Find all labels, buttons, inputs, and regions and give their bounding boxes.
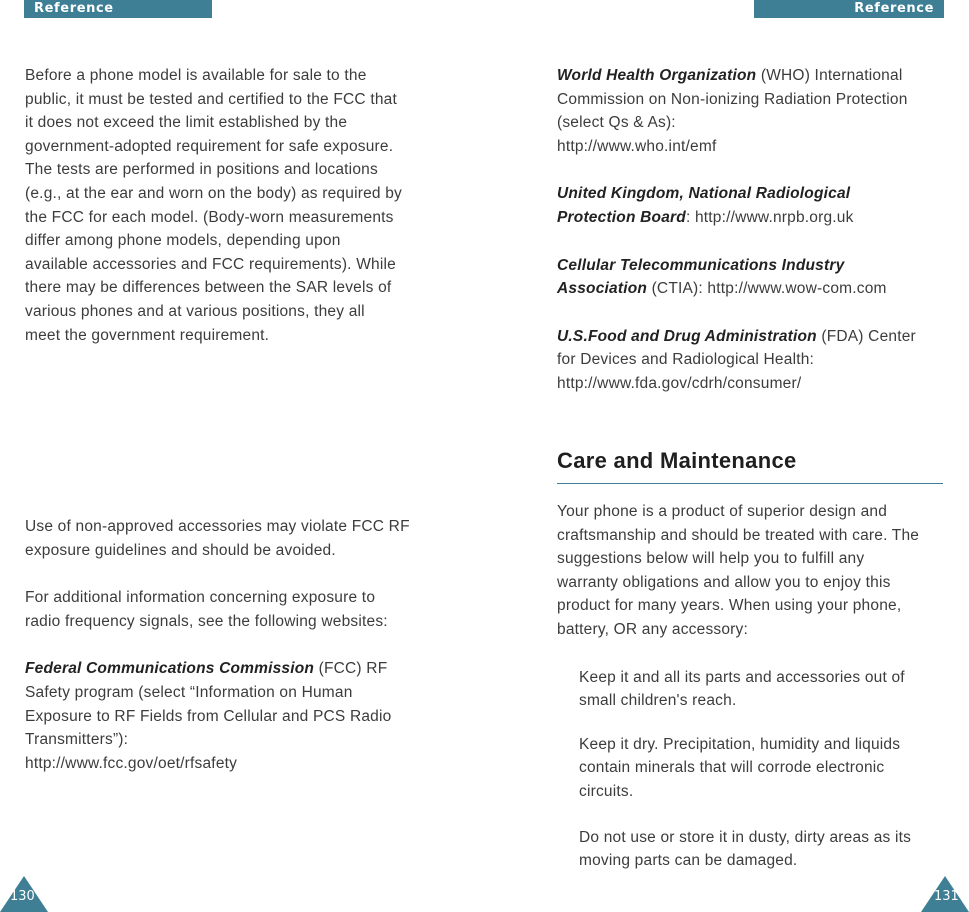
text-line: battery, OR any accessory: <box>557 620 748 638</box>
fcc-link[interactable]: http://www.fcc.gov/oet/rfsafety <box>25 754 238 772</box>
text-line: Your phone is a product of superior design and <box>557 503 888 520</box>
text-line: suggestions below will help you to fulfill any <box>557 550 865 568</box>
left-paragraph-sar <box>25 64 425 347</box>
uk-entry <box>557 206 949 230</box>
care-paragraph <box>557 500 957 873</box>
text-line: Safety program (select “Information on Human <box>25 683 353 701</box>
care-bullet: moving parts can be damaged. <box>579 852 798 870</box>
who-name: World Health Organization <box>557 67 757 84</box>
care-bullet: circuits. <box>579 782 634 800</box>
text-line: (select Qs & As): <box>557 114 676 132</box>
ctia-name-2: Association <box>557 280 648 298</box>
section-tab-right: Reference Information <box>754 0 944 18</box>
care-bullet: small children's reach. <box>579 692 737 710</box>
text-line: Use of non-approved accessories may violate FCC RF <box>25 518 410 535</box>
section-tab-left: Reference Information <box>24 0 212 18</box>
text-line: radio frequency signals, see the following websites: <box>25 612 388 630</box>
text-line: for Devices and Radiological Health: <box>557 351 815 369</box>
right-websites-list <box>557 64 949 396</box>
page-number-right: 131 <box>934 889 959 904</box>
text-line: differ among phone models, depending upon <box>25 232 341 250</box>
fda-suffix: (FDA) Center <box>816 327 916 345</box>
text-line: Before a phone model is available for sale to the <box>25 67 367 84</box>
text-line: warranty obligations and allow you to enjoy this <box>557 573 891 591</box>
who-suffix: (WHO) International <box>756 67 903 84</box>
text-line: exposure guidelines and should be avoided. <box>25 541 336 559</box>
care-bullet: contain minerals that will corrode electronic <box>579 759 885 777</box>
uk-name: United Kingdom, National Radiological <box>557 185 851 203</box>
text-line: meet the government requirement. <box>25 326 270 344</box>
text-line: Exposure to RF Fields from Cellular and PCS Radio <box>25 707 392 725</box>
uk-link[interactable]: : http://www.nrpb.org.uk <box>685 208 854 226</box>
care-bullet: Keep it dry. Precipitation, humidity and liquids <box>579 735 901 753</box>
care-maintenance-heading: Care and Maintenance <box>557 448 797 473</box>
fcc-entry <box>25 657 425 681</box>
ctia-link[interactable]: (CTIA): http://www.wow-com.com <box>647 280 887 298</box>
ctia-entry <box>557 277 949 301</box>
who-link[interactable]: http://www.who.int/emf <box>557 137 717 155</box>
text-line: For additional information concerning exposure to <box>25 589 376 607</box>
text-line: it does not exceed the limit established by the <box>25 114 348 132</box>
text-line: there may be differences between the SAR levels of <box>25 279 392 297</box>
fcc-suffix: (FCC) RF <box>314 660 388 678</box>
text-line: various phones and at various positions, they all <box>25 302 365 320</box>
text-line: craftsmanship and should be treated with care. The <box>557 526 920 544</box>
text-line: product for many years. When using your phone, <box>557 597 902 615</box>
text-line: Transmitters”): <box>25 731 129 749</box>
fda-link[interactable]: http://www.fda.gov/cdrh/consumer/ <box>557 374 802 392</box>
who-entry <box>557 64 949 88</box>
care-bullet: Do not use or store it in dusty, dirty areas as its <box>579 828 912 846</box>
page-number-left: 130 <box>10 889 35 904</box>
heading-divider <box>557 483 943 484</box>
text-line: the FCC for each model. (Body-worn measurements <box>25 208 394 226</box>
fcc-name: Federal Communications Commission <box>25 660 315 678</box>
fda-name: U.S.Food and Drug Administration <box>557 327 817 345</box>
fda-entry <box>557 325 949 349</box>
text-line: available accessories and FCC requirements). While <box>25 255 396 273</box>
text-line: Commission on Non-ionizing Radiation Protection <box>557 90 908 108</box>
left-paragraph-accessories <box>25 515 425 775</box>
text-line: government-adopted requirement for safe exposure. <box>25 137 394 155</box>
text-line: The tests are performed in positions and locations <box>25 161 378 179</box>
ctia-name: Cellular Telecommunications Industry <box>557 256 845 274</box>
text-line: (e.g., at the ear and worn on the body) as required by <box>25 184 402 202</box>
uk-name-2: Protection Board <box>557 208 686 226</box>
text-line: public, it must be tested and certified to the FCC that <box>25 90 397 108</box>
care-bullet: Keep it and all its parts and accessories out of <box>579 668 905 686</box>
